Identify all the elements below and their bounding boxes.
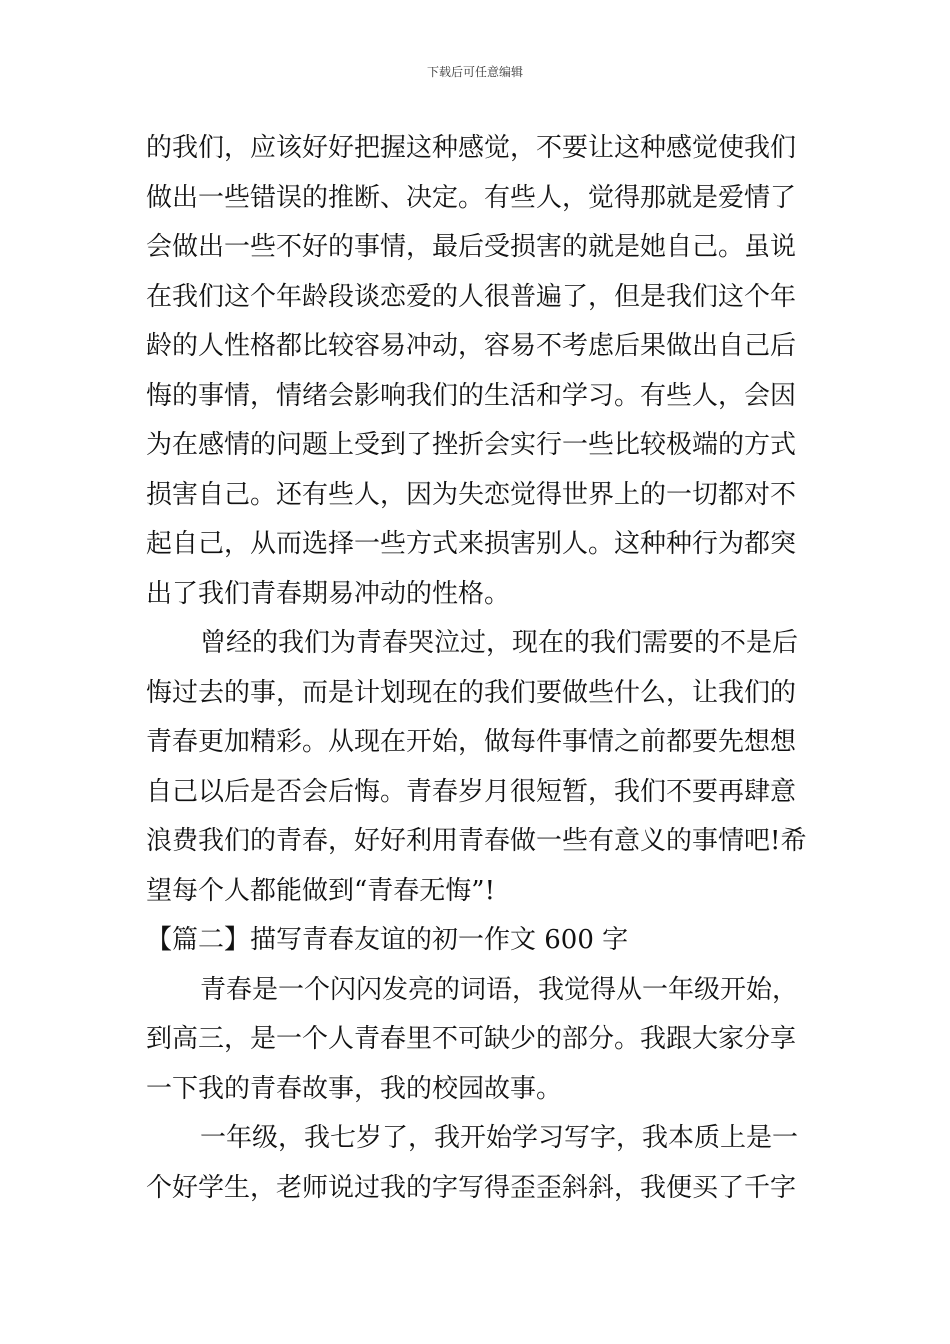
text-line: 个好学生，老师说过我的字写得歪歪斜斜，我便买了千字 [146,1172,797,1203]
text-line: 青春更加精彩。从现在开始，做每件事情之前都要先想想 [146,727,797,757]
text-line: 一下我的青春故事，我的校园故事。 [146,1073,563,1104]
text-line: 望每个人都能做到“青春无悔”! [146,875,496,906]
text-line: 起自己，从而选择一些方式来损害别人。这种种行为都突 [146,529,797,559]
text-line: 为在感情的问题上受到了挫折会实行一些比较极端的方式 [146,430,797,460]
paragraph-first-line: 一年级，我七岁了，我开始学习写字，我本质上是一 [200,1123,799,1153]
text-line: 自己以后是否会后悔。青春岁月很短暂，我们不要再肆意 [146,776,797,807]
text-line: 在我们这个年龄段谈恋爱的人很普遍了，但是我们这个年 [146,281,797,312]
text-line: 会做出一些不好的事情，最后受损害的就是她自己。虽说 [146,232,797,262]
text-line: 龄的人性格都比较容易冲动，容易不考虑后果做出自己后 [146,331,797,361]
text-line: 悔的事情，情绪会影响我们的生活和学习。有些人，会因 [146,380,797,411]
document-body [146,124,810,1213]
text-line: 做出一些错误的推断、决定。有些人，觉得那就是爱情了 [146,182,797,213]
text-line: 浪费我们的青春，好好利用青春做一些有意义的事情吧!希 [146,826,807,856]
text-line: 损害自己。还有些人，因为失恋觉得世界上的一切都对不 [146,479,797,510]
section-heading: 【篇二】描写青春友谊的初一作文 600 字 [146,925,629,955]
text-line: 的我们，应该好好把握这种感觉，不要让这种感觉使我们 [146,133,797,163]
page-header: 下载后可任意编辑 [426,65,523,79]
paragraph-first-line: 青春是一个闪闪发亮的词语，我觉得从一年级开始， [200,974,799,1005]
paragraph-first-line: 曾经的我们为青春哭泣过，现在的我们需要的不是后 [200,628,799,658]
text-line: 悔过去的事，而是计划现在的我们要做些什么，让我们的 [146,677,797,708]
text-line: 到高三，是一个人青春里不可缺少的部分。我跟大家分享 [146,1024,797,1054]
text-line: 出了我们青春期易冲动的性格。 [146,578,511,609]
